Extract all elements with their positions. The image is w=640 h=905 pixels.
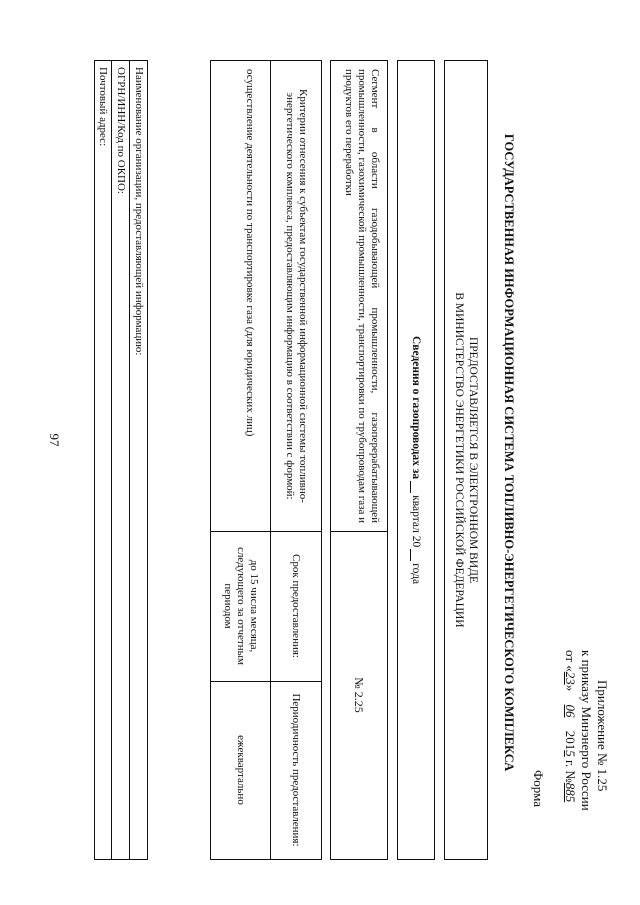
segment-table [330, 60, 388, 860]
criteria-value: осуществление деятельности по транспортировке газа (для юридических лиц) [244, 69, 256, 437]
form-number: № 2.25 [352, 677, 367, 713]
order-date-line: от «23» 06 2015 г. №885 [563, 650, 578, 803]
segment-text: Сегмент в области газодобывающей промышленности, газоперерабатывающей промышленности, газохимической промышленности, транспортировки по трубопроводам газа и продуктов его переработки [343, 69, 381, 523]
electronic-submission-box [444, 60, 488, 860]
organization-table [94, 60, 148, 860]
date-day: 23 [563, 671, 578, 685]
periodicity-header: Периодичность предоставления: [290, 693, 303, 847]
report-title-year: года [410, 563, 422, 585]
report-title-prefix: Сведения о газопроводах за [410, 335, 422, 480]
deadline-value: до 15 числа месяца, следующего за отчетным периодом [222, 547, 260, 665]
appendix-label: Приложение № 1.25 [595, 680, 610, 792]
org-ogrn-row: ОГРН/ИНН/Код по ОКПО: [115, 67, 127, 194]
periodicity-value: ежеквартально [235, 735, 247, 805]
order-number: 885 [563, 782, 578, 803]
form-label: Форма [531, 770, 546, 807]
criteria-table [210, 60, 322, 860]
report-title-quarter: квартал 20 [410, 495, 422, 548]
system-title: ГОСУДАРСТВЕННАЯ ИНФОРМАЦИОННАЯ СИСТЕМА ТОПЛИВНО-ЭНЕРГЕТИЧЕСКОГО КОМПЛЕКСА [502, 133, 516, 772]
order-reference: к приказу Минэнерго России [579, 650, 594, 811]
report-title-box [397, 60, 435, 860]
deadline-header: Срок предоставления: [290, 554, 303, 658]
date-month: 06 [563, 704, 578, 718]
org-name-row: Наименование организации, предоставляющей информацию: [133, 67, 145, 356]
page-number: 97 [47, 433, 62, 447]
criteria-header: Критерии отнесения к субъектам государственной информационной системы топливно-энергетического комплекса, предоставляющим информацию в соответствии с формой: [284, 89, 309, 503]
electronic-line2: В МИНИСТЕРСТВО ЭНЕРГЕТИКИ РОССИЙСКОЙ ФЕДЕРАЦИИ [453, 292, 465, 628]
electronic-line1: ПРЕДОСТАВЛЯЕТСЯ В ЭЛЕКТРОННОМ ВИДЕ [467, 336, 479, 584]
org-address-row: Почтовый адрес: [97, 67, 109, 147]
